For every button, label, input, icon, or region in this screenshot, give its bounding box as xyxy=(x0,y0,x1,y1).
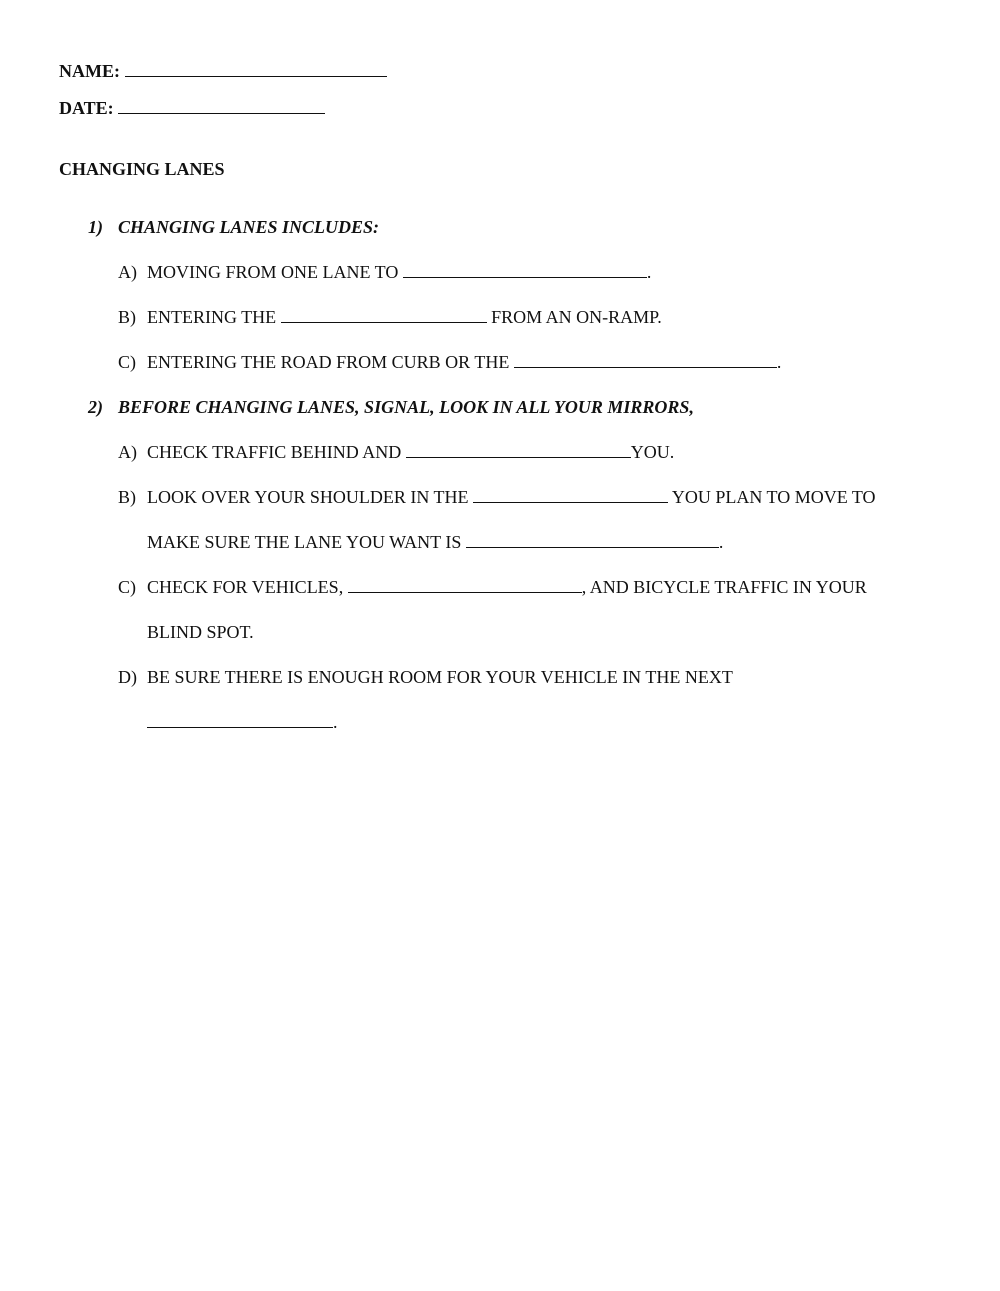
question-1 xyxy=(88,215,379,239)
question-2-item-d xyxy=(118,665,733,689)
question-text: CHANGING LANES INCLUDES: xyxy=(118,217,380,237)
item-text-after: , AND BICYCLE TRAFFIC IN YOUR xyxy=(581,577,867,597)
answer-blank[interactable] xyxy=(473,485,668,503)
answer-blank[interactable] xyxy=(403,260,647,278)
item-marker: A) xyxy=(118,442,137,462)
question-1-item-c xyxy=(118,350,781,374)
question-2-item-b-continued xyxy=(147,530,723,554)
question-number: 1) xyxy=(88,217,103,237)
name-field[interactable] xyxy=(125,59,387,77)
item-text-after: . xyxy=(776,352,782,372)
item-text-before: ENTERING THE xyxy=(147,307,277,327)
question-2-item-d-continued xyxy=(147,710,338,734)
answer-blank[interactable] xyxy=(348,575,582,593)
item-text-before: MAKE SURE THE LANE YOU WANT IS xyxy=(147,532,462,552)
answer-blank[interactable] xyxy=(147,710,333,728)
item-marker: C) xyxy=(118,352,136,372)
item-marker: A) xyxy=(118,262,137,282)
item-text-after: YOU. xyxy=(630,442,675,462)
item-text-before: LOOK OVER YOUR SHOULDER IN THE xyxy=(147,487,469,507)
question-2 xyxy=(88,395,694,419)
item-text-after: . xyxy=(333,712,338,732)
item-text-after: YOU PLAN TO MOVE TO xyxy=(671,487,876,507)
question-1-item-b xyxy=(118,305,662,329)
answer-blank[interactable] xyxy=(406,440,631,458)
answer-blank[interactable] xyxy=(281,305,487,323)
question-2-item-c xyxy=(118,575,867,599)
question-1-item-a xyxy=(118,260,651,284)
item-text-before: CHECK FOR VEHICLES, xyxy=(147,577,344,597)
item-text-before: BLIND SPOT. xyxy=(147,622,254,642)
item-text-after: FROM AN ON-RAMP. xyxy=(491,307,662,327)
question-2-item-a xyxy=(118,440,674,464)
item-marker: B) xyxy=(118,307,136,327)
item-text-after: . xyxy=(718,532,724,552)
item-text-before: CHECK TRAFFIC BEHIND AND xyxy=(147,442,402,462)
worksheet-title: CHANGING LANES xyxy=(59,159,225,179)
item-text-before: MOVING FROM ONE LANE TO xyxy=(147,262,399,282)
question-text: BEFORE CHANGING LANES, SIGNAL, LOOK IN ALL YOUR MIRRORS, xyxy=(118,397,694,417)
answer-blank[interactable] xyxy=(514,350,777,368)
item-marker: B) xyxy=(118,487,136,507)
name-row xyxy=(59,59,387,83)
question-2-item-b xyxy=(118,485,876,509)
name-label: NAME: xyxy=(59,61,120,81)
date-row xyxy=(59,96,325,120)
item-text-before: ENTERING THE ROAD FROM CURB OR THE xyxy=(147,352,510,372)
question-number: 2) xyxy=(88,397,103,417)
item-text-before: BE SURE THERE IS ENOUGH ROOM FOR YOUR VEHICLE IN THE NEXT xyxy=(147,667,733,687)
date-field[interactable] xyxy=(118,96,325,114)
item-marker: D) xyxy=(118,667,137,687)
answer-blank[interactable] xyxy=(466,530,719,548)
date-label: DATE: xyxy=(59,98,114,118)
item-marker: C) xyxy=(118,577,136,597)
question-2-item-c-continued xyxy=(147,620,254,644)
item-text-after: . xyxy=(646,262,652,282)
